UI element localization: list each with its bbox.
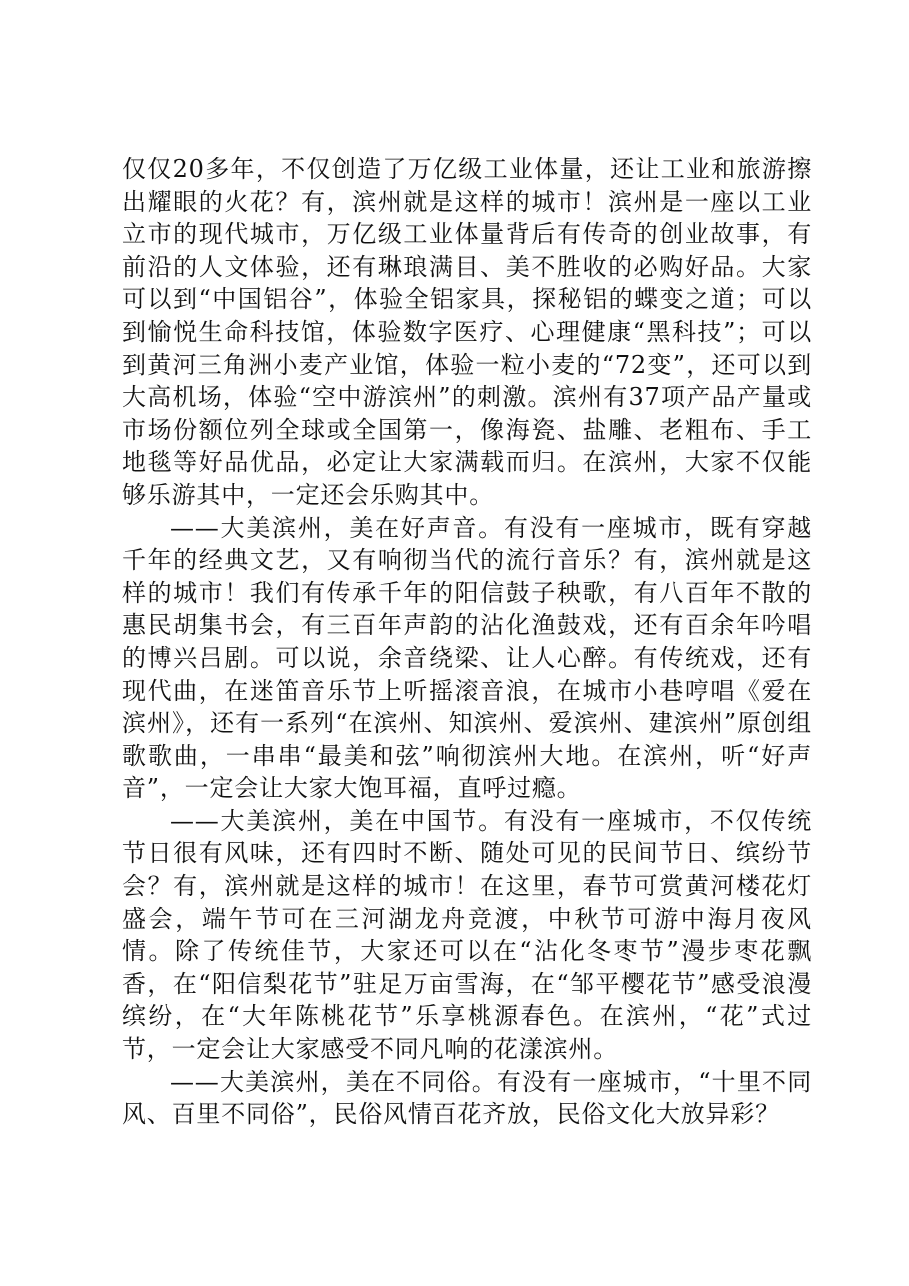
paragraph-chinese-festival: ——大美滨州，美在中国节。有没有一座城市，不仅传统节日很有风味，还有四时不断、随处可见的民间节日、缤纷节会？有，滨州就是这样的城市！在这里，春节可赏黄河楼花灯盛会，端午节可在三河湖龙舟竞渡，中秋节可游中海月夜风情。除了传统佳节，大家还可以在“沾化冬枣节”漫步枣花飘香，在“阳信梨花节”驻足万亩雪海，在“邹平樱花节”感受浪漫缤纷，在“大年陈桃花节”乐享桃源春色。在滨州，“花”式过节，一定会让大家感受不同凡响的花漾滨州。 (122, 806, 812, 1064)
body-text (122, 153, 812, 1131)
paragraph-customs: ——大美滨州，美在不同俗。有没有一座城市，“十里不同风、百里不同俗”，民俗风情百花齐放，民俗文化大放异彩？ (122, 1067, 812, 1129)
paragraph-good-voice: ——大美滨州，美在好声音。有没有一座城市，既有穿越千年的经典文艺，又有响彻当代的流行音乐？有，滨州就是这样的城市！我们有传承千年的阳信鼓子秧歌，有八百年不散的惠民胡集书会，有三百年声韵的沾化渔鼓戏，还有百余年吟唱的博兴吕剧。可以说，余音绕梁、让人心醉。有传统戏，还有现代曲，在迷笛音乐节上听摇滚音浪，在城市小巷哼唱《爱在滨州》，还有一系列“在滨州、知滨州、爱滨州、建滨州”原创组歌歌曲，一串串“最美和弦”响彻滨州大地。在滨州，听“好声音”，一定会让大家大饱耳福，直呼过瘾。 (122, 513, 812, 803)
paragraph-industry-tourism: 仅仅20多年，不仅创造了万亿级工业体量，还让工业和旅游擦出耀眼的火花？有，滨州就是这样的城市！滨州是一座以工业立市的现代城市，万亿级工业体量背后有传奇的创业故事，有前沿的人文体验，还有琳琅满目、美不胜收的必购好品。大家可以到“中国铝谷”，体验全铝家具，探秘铝的蝶变之道；可以到愉悦生命科技馆，体验数字医疗、心理健康“黑科技”；可以到黄河三角洲小麦产业馆，体验一粒小麦的“72变”，还可以到大高机场，体验“空中游滨州”的刺激。滨州有37项产品产量或市场份额位列全球或全国第一，像海瓷、盐雕、老粗布、手工地毯等好品优品，必定让大家满载而归。在滨州，大家不仅能够乐游其中，一定还会乐购其中。 (122, 155, 812, 509)
